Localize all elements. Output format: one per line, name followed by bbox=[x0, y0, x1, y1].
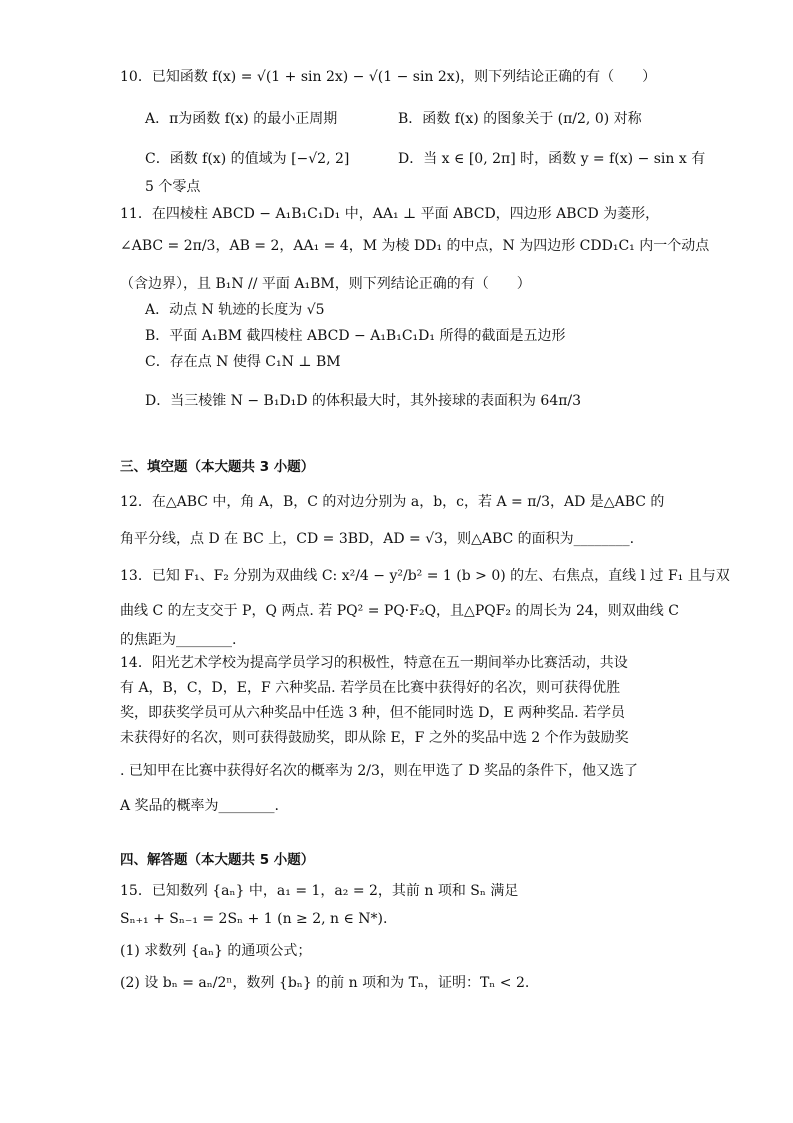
q10-option-b: B．函数 f(x) 的图象关于 (π/2, 0) 对称 bbox=[398, 111, 642, 127]
q14-line-3: 奖，即获奖学员可从六种奖品中任选 3 种，但不能同时选 D，E 两种奖品. 若学员 bbox=[120, 705, 626, 721]
q13-line-1: 13．已知 F₁、F₂ 分别为双曲线 C: x²/4 − y²/b² = 1 (b > 0) 的左、右焦点，直线 l 过 F₁ 且与双 bbox=[120, 568, 730, 584]
q13-line-3: 的焦距为________. bbox=[120, 632, 237, 648]
q11-line-1: 11．在四棱柱 ABCD − A₁B₁C₁D₁ 中，AA₁ ⊥ 平面 ABCD，四边形 ABCD 为菱形， bbox=[120, 206, 660, 222]
q10-option-c: C．函数 f(x) 的值域为 [−√2, 2] bbox=[145, 151, 350, 167]
q15-line-4: (2) 设 bₙ = aₙ/2ⁿ，数列 {bₙ} 的前 n 项和为 Tₙ，证明：Tₙ < 2. bbox=[120, 975, 530, 991]
q12-line-1: 12．在△ABC 中，角 A，B，C 的对边分别为 a，b，c，若 A = π/3，AD 是△ABC 的 bbox=[120, 494, 665, 510]
q11-line-3: （含边界），且 B₁N // 平面 A₁BM，则下列结论正确的有（ ） bbox=[120, 276, 531, 292]
section-4-heading: 四、解答题（本大题共 5 小题） bbox=[120, 852, 315, 868]
q14-line-2: 有 A，B，C，D，E，F 六种奖品. 若学员在比赛中获得好的名次，则可获得优胜 bbox=[120, 680, 621, 696]
q15-line-2: Sₙ₊₁ + Sₙ₋₁ = 2Sₙ + 1 (n ≥ 2, n ∈ N*). bbox=[120, 911, 388, 927]
q11-option-c: C．存在点 N 使得 C₁N ⊥ BM bbox=[145, 354, 341, 370]
q14-line-5: . 已知甲在比赛中获得好名次的概率为 2/3，则在甲选了 D 奖品的条件下，他又选了 bbox=[120, 763, 639, 779]
q11-option-b: B．平面 A₁BM 截四棱柱 ABCD − A₁B₁C₁D₁ 所得的截面是五边形 bbox=[145, 328, 566, 344]
q12-line-2: 角平分线，点 D 在 BC 上，CD = 3BD，AD = √3，则△ABC 的面积为________. bbox=[120, 531, 635, 547]
section-3-heading: 三、填空题（本大题共 3 小题） bbox=[120, 459, 315, 475]
q14-line-1: 14．阳光艺术学校为提高学员学习的积极性，特意在五一期间举办比赛活动，共设 bbox=[120, 655, 628, 671]
q10-stem: 10．已知函数 f(x) = √(1 + sin 2x) − √(1 − sin 2x)，则下列结论正确的有（ ） bbox=[120, 69, 657, 85]
q11-line-2: ∠ABC = 2π/3，AB = 2，AA₁ = 4，M 为棱 DD₁ 的中点，N 为四边形 CDD₁C₁ 内一个动点 bbox=[120, 238, 710, 254]
q10-option-a: A．π为函数 f(x) 的最小正周期 bbox=[145, 111, 338, 127]
q11-option-d: D．当三棱锥 N − B₁D₁D 的体积最大时，其外接球的表面积为 64π/3 bbox=[145, 393, 582, 409]
q10-option-d: D．当 x ∈ [0, 2π] 时，函数 y = f(x) − sin x 有 bbox=[398, 151, 706, 167]
q13-line-2: 曲线 C 的左支交于 P，Q 两点. 若 PQ² = PQ·F₂Q，且△PQF₂ 的周长为 24，则双曲线 C bbox=[120, 603, 679, 619]
q14-line-6: A 奖品的概率为________. bbox=[120, 798, 280, 814]
q15-line-3: (1) 求数列 {aₙ} 的通项公式； bbox=[120, 943, 312, 959]
q15-line-1: 15．已知数列 {aₙ} 中，a₁ = 1，a₂ = 2，其前 n 项和 Sₙ 满足 bbox=[120, 883, 519, 899]
q14-line-4: 未获得好的名次，则可获得鼓励奖，即从除 E，F 之外的奖品中选 2 个作为鼓励奖 bbox=[120, 730, 629, 746]
q10-option-d-cont: 5 个零点 bbox=[145, 179, 201, 195]
q11-option-a: A．动点 N 轨迹的长度为 √5 bbox=[145, 302, 325, 318]
